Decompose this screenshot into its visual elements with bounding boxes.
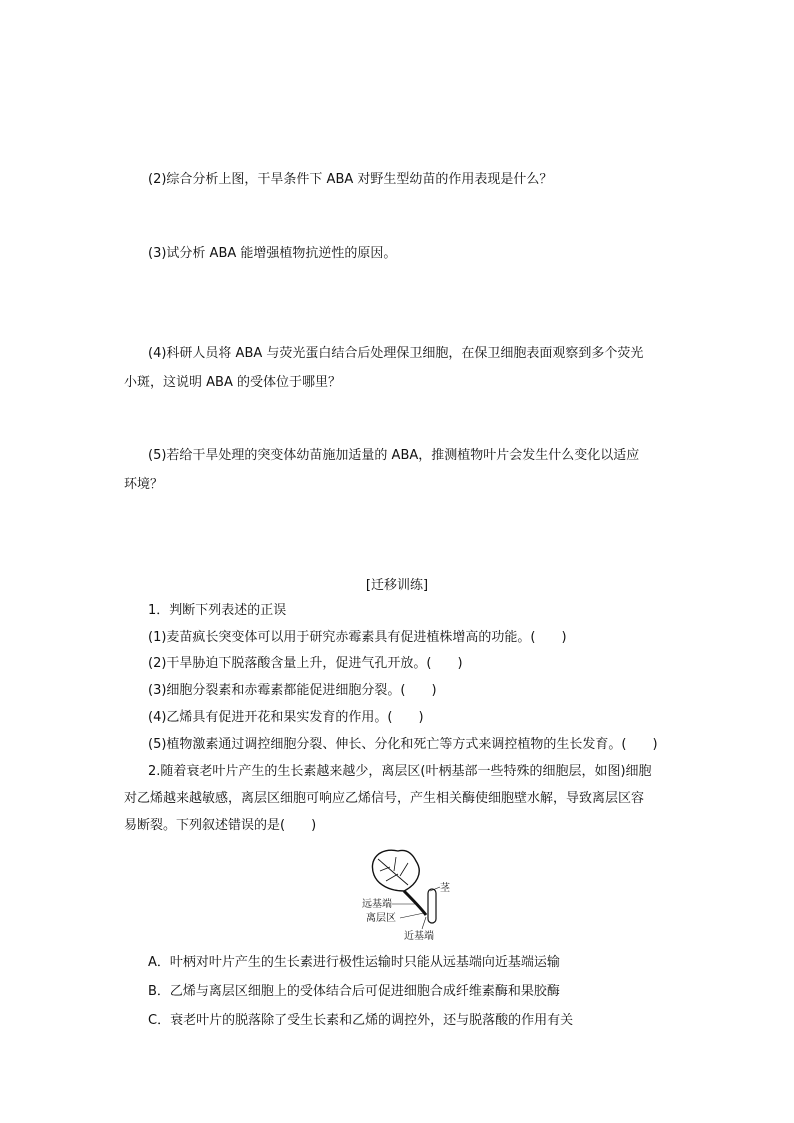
section-title: [迁移训练]	[365, 578, 429, 593]
item-1-title: 1．判断下列表述的正误	[148, 603, 287, 618]
option-b: B．乙烯与离层区细胞上的受体结合后可促进细胞合成纤维素酶和果胶酶	[148, 984, 560, 999]
statement-4: (4)乙烯具有促进开花和果实发育的作用。( )	[148, 710, 424, 725]
question-2: (2)综合分析上图，干旱条件下 ABA 对野生型幼苗的作用表现是什么？	[148, 172, 553, 187]
item-2-line-2: 对乙烯越来越敏感，离层区细胞可响应乙烯信号，产生相关酶使细胞壁水解，导致离层区容	[124, 791, 645, 806]
pointer-line	[400, 913, 424, 918]
petiole	[404, 891, 426, 915]
question-4-line-1: (4)科研人员将 ABA 与荧光蛋白结合后处理保卫细胞，在保卫细胞表面观察到多个荧光	[148, 346, 644, 361]
question-5-line-1: (5)若给干旱处理的突变体幼苗施加适量的 ABA，推测植物叶片会发生什么变化以适应	[148, 448, 640, 463]
proximal-end-label: 近基端	[404, 931, 434, 942]
option-a: A．叶柄对叶片产生的生长素进行极性运输时只能从远基端向近基端运输	[148, 955, 560, 970]
statement-1: (1)麦苗疯长突变体可以用于研究赤霉素具有促进植株增高的功能。( )	[148, 630, 567, 645]
stem-label: 茎	[440, 883, 450, 894]
item-2-line-3: 易断裂。下列叙述错误的是( )	[124, 818, 317, 833]
question-4-line-2: 小斑，这说明 ABA 的受体位于哪里？	[124, 375, 341, 390]
stem-shape	[428, 889, 436, 923]
item-2-line-1: 2.随着衰老叶片产生的生长素越来越少，离层区(叶柄基部一些特殊的细胞层，如图)细胞	[148, 764, 652, 779]
abscission-zone-label: 离层区	[366, 913, 396, 924]
leaf-diagram	[360, 845, 460, 945]
question-3: (3)试分析 ABA 能增强植物抗逆性的原因。	[148, 246, 397, 261]
statement-5: (5)植物激素通过调控细胞分裂、伸长、分化和死亡等方式来调控植物的生长发育。( )	[148, 737, 658, 752]
option-c: C．衰老叶片的脱落除了受生长素和乙烯的调控外，还与脱落酸的作用有关	[148, 1013, 574, 1028]
statement-2: (2)干旱胁迫下脱落酸含量上升，促进气孔开放。( )	[148, 656, 463, 671]
pointer-line	[422, 917, 426, 929]
leaf-blade	[372, 850, 419, 891]
question-5-line-2: 环境？	[124, 477, 164, 492]
leaf-abscission-figure	[360, 845, 460, 945]
distal-end-label: 远基端	[362, 899, 392, 910]
statement-3: (3)细胞分裂素和赤霉素都能促进细胞分裂。( )	[148, 683, 437, 698]
